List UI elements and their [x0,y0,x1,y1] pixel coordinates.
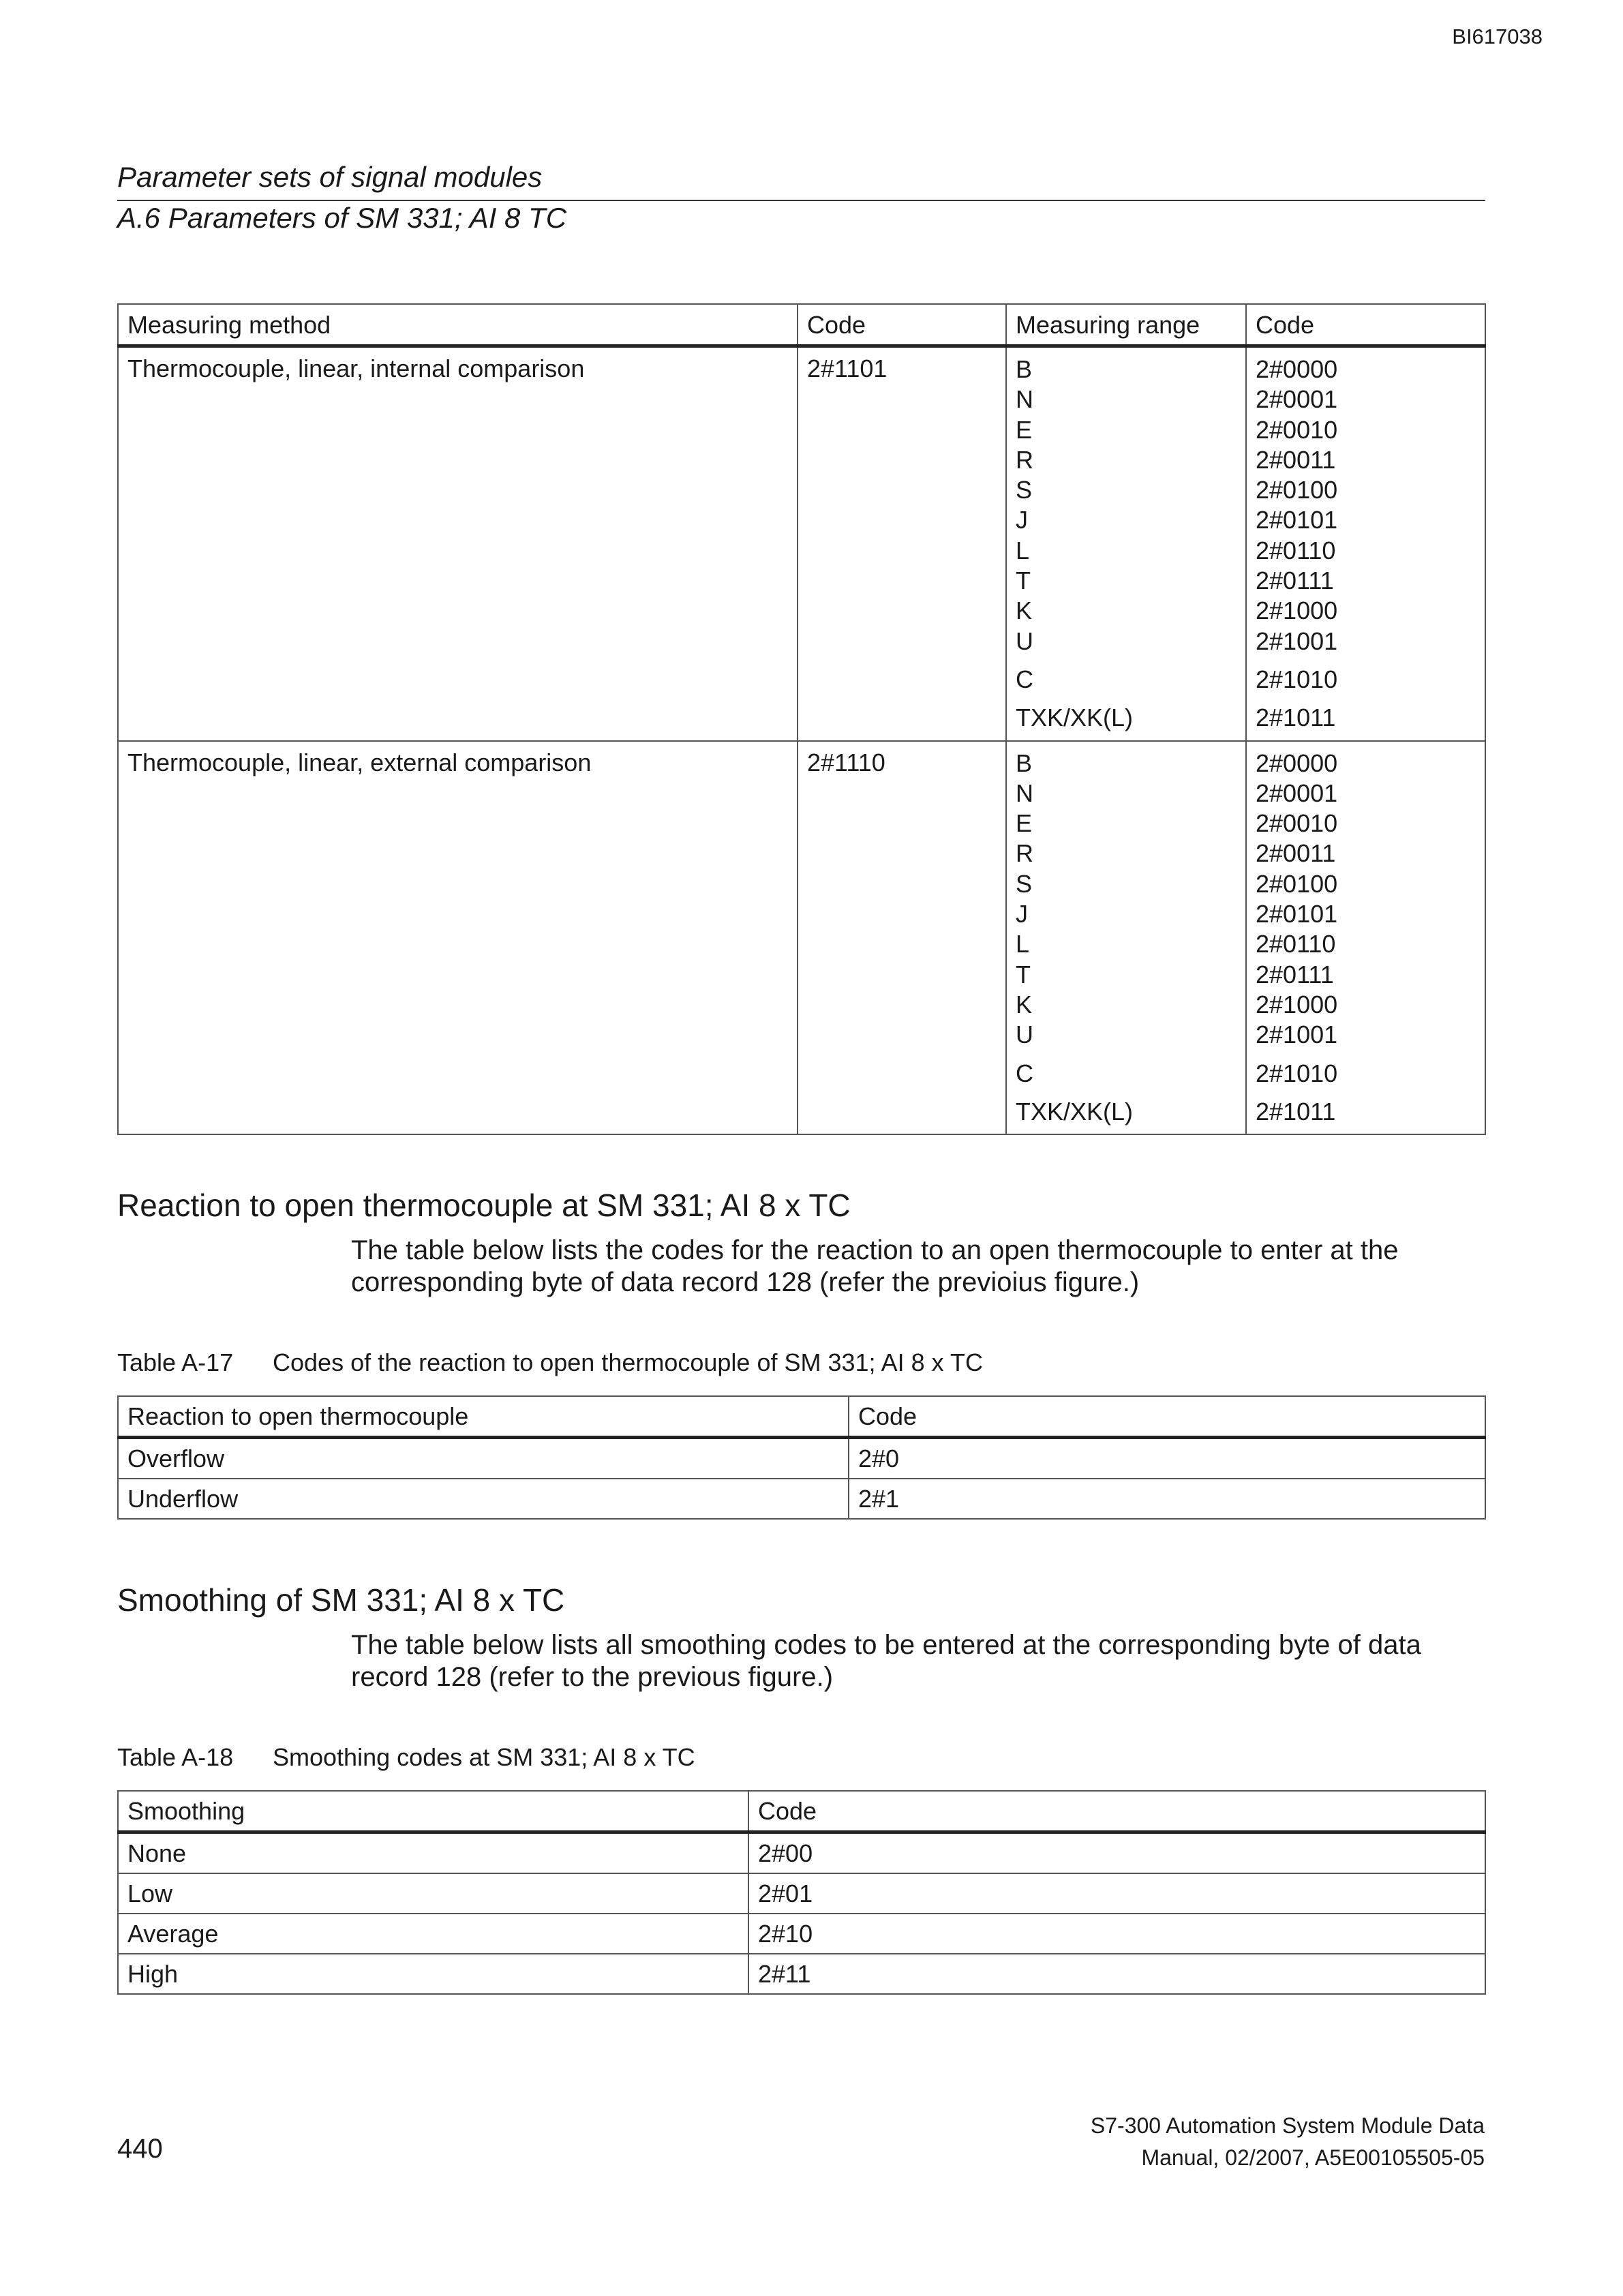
header-code: Code [798,304,1006,346]
cell-smoothing: None [118,1832,748,1874]
range-code-item: 2#0100 [1256,869,1338,898]
cell-code: 2#1 [849,1479,1485,1519]
table-header-row [118,1791,1485,1832]
range-code-item: 2#1000 [1256,596,1338,625]
cell-smoothing: Average [118,1914,748,1954]
range-code-item: 2#0100 [1256,476,1338,504]
header-code: Code [849,1396,1485,1438]
measuring-range-item: J [1016,900,1028,928]
range-code-item: 2#0110 [1256,930,1336,958]
cell-smoothing: High [118,1954,748,1994]
measuring-range-item: K [1016,596,1033,625]
range-code-item: 2#0000 [1256,355,1338,383]
cell-code: 2#00 [748,1832,1485,1874]
table-caption-a18 [117,1743,695,1772]
footer-manual-info [1091,2110,1485,2174]
table-row [118,1873,1485,1914]
cell-measuring-method: Thermocouple, linear, internal comparison [118,346,798,741]
table-header-row [118,1396,1485,1438]
cell-code: 2#10 [748,1914,1485,1954]
cell-range-codes [1246,741,1485,1135]
open-thermocouple-table [117,1395,1486,1520]
range-code-item: 2#1010 [1256,665,1338,693]
measuring-range-item: C [1016,1059,1033,1087]
cell-reaction: Underflow [118,1479,849,1519]
table-caption-a17 [117,1348,983,1377]
caption-number: Table A-17 [117,1348,234,1376]
section-paragraph-open-thermocouple: The table below lists the codes for the reaction to an open thermocouple to enter at the corresponding byte of data record 128 (refer the previoius figure.) [351,1235,1399,1297]
measuring-method-table [117,303,1486,1135]
page-number: 440 [117,2134,163,2164]
cell-code: 2#1101 [798,346,1006,741]
measuring-range-item: R [1016,445,1033,474]
measuring-range-item: B [1016,749,1033,777]
header-range-code: Code [1246,304,1485,346]
cell-code: 2#1110 [798,741,1006,1135]
range-code-item: 2#0110 [1256,536,1336,564]
smoothing-table [117,1790,1486,1995]
table-row [118,1832,1485,1874]
table-row [118,1954,1485,1994]
range-code-item: 2#0101 [1256,900,1338,928]
running-header-section: A.6 Parameters of SM 331; AI 8 TC [117,202,567,234]
table-row [118,741,1485,1135]
header-rule [117,200,1485,201]
measuring-range-item: B [1016,355,1033,383]
footer-line-1: S7-300 Automation System Module Data [1090,2113,1485,2138]
footer-line-2: Manual, 02/2007, A5E00105505-05 [1141,2145,1485,2170]
range-code-item: 2#1010 [1256,1059,1338,1087]
running-header-chapter: Parameter sets of signal modules [117,161,543,193]
measuring-range-item: N [1016,385,1033,414]
cell-code: 2#0 [849,1438,1485,1479]
measuring-range-item: S [1016,869,1033,898]
measuring-range-item: R [1016,839,1033,868]
caption-text: Smoothing codes at SM 331; AI 8 x TC [273,1743,695,1771]
section-paragraph-smoothing: The table below lists all smoothing codes to be entered at the corresponding byte of data record 128 (refer to the previous figure.) [351,1630,1421,1692]
table-row [118,346,1485,741]
cell-measuring-ranges [1006,346,1246,741]
table-row [118,1914,1485,1954]
range-code-item: 2#0111 [1256,567,1334,595]
range-code-item: 2#0111 [1256,960,1334,988]
table-header-row [118,304,1485,346]
section-title-smoothing: Smoothing of SM 331; AI 8 x TC [117,1582,565,1618]
measuring-range-item: N [1016,779,1033,807]
caption-text: Codes of the reaction to open thermocouple of SM 331; AI 8 x TC [273,1348,983,1376]
range-code-item: 2#1011 [1256,1097,1336,1126]
measuring-range-item: L [1016,536,1030,564]
range-code-item: 2#0000 [1256,749,1338,777]
range-code-item: 2#0010 [1256,415,1338,444]
measuring-range-item: T [1016,960,1031,988]
measuring-range-item: U [1016,626,1033,655]
cell-measuring-method: Thermocouple, linear, external comparison [118,741,798,1135]
cell-code: 2#01 [748,1873,1485,1914]
measuring-range-item: L [1016,930,1030,958]
table-row [118,1479,1485,1519]
measuring-range-item: K [1016,990,1033,1018]
range-code-item: 2#1001 [1256,1021,1338,1049]
header-measuring-range: Measuring range [1006,304,1246,346]
caption-number: Table A-18 [117,1743,234,1771]
cell-code: 2#11 [748,1954,1485,1994]
range-code-item: 2#1001 [1256,626,1338,655]
measuring-range-item: J [1016,506,1028,534]
cell-measuring-ranges [1006,741,1246,1135]
range-code-item: 2#1000 [1256,990,1338,1018]
range-code-item: 2#0011 [1256,839,1336,868]
section-title-open-thermocouple: Reaction to open thermocouple at SM 331; AI 8 x TC [117,1188,851,1223]
range-code-item: 2#0010 [1256,809,1338,838]
document-id: BI617038 [1452,25,1543,48]
measuring-range-item: E [1016,415,1033,444]
range-code-item: 2#1011 [1256,704,1336,732]
measuring-range-item: E [1016,809,1033,838]
range-code-item: 2#0011 [1256,445,1336,474]
header-code: Code [748,1791,1485,1832]
range-code-item: 2#0001 [1256,385,1338,414]
measuring-range-item: TXK/XK(L) [1016,1097,1134,1126]
measuring-range-item: S [1016,476,1033,504]
header-reaction: Reaction to open thermocouple [118,1396,849,1438]
cell-smoothing: Low [118,1873,748,1914]
range-code-item: 2#0001 [1256,779,1338,807]
range-code-item: 2#0101 [1256,506,1338,534]
measuring-method-rows [118,346,1485,1135]
measuring-range-item: TXK/XK(L) [1016,704,1134,732]
cell-reaction: Overflow [118,1438,849,1479]
measuring-range-item: U [1016,1021,1033,1049]
cell-range-codes [1246,346,1485,741]
measuring-range-item: C [1016,665,1033,693]
header-measuring-method: Measuring method [118,304,798,346]
table-row [118,1438,1485,1479]
header-smoothing: Smoothing [118,1791,748,1832]
measuring-range-item: T [1016,567,1031,595]
